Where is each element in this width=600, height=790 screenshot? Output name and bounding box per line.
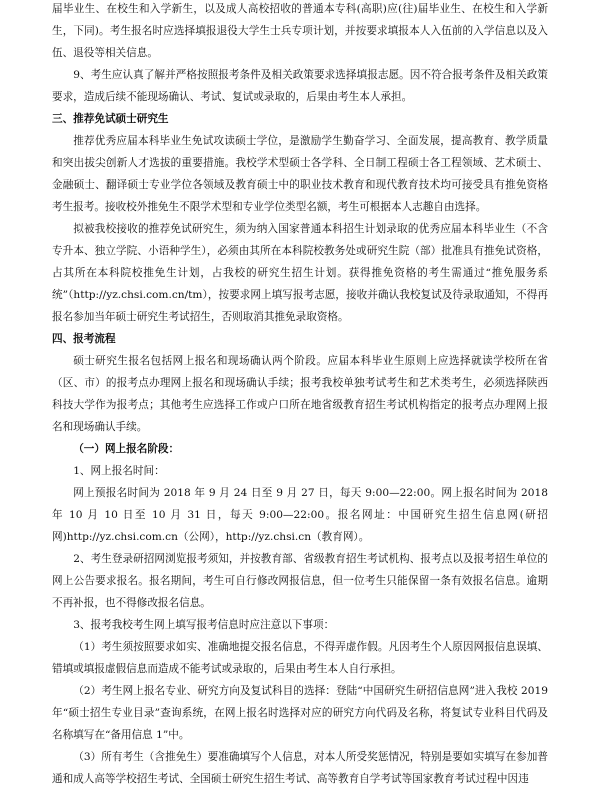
paragraph-item-1: 1、网上报名时间： — [73, 465, 165, 477]
paragraph-recommend-2: 拟被我校接收的推荐免试研究生，须为纳入国家普通本科招生计划录取的优秀应届本科毕业生（不含专升本、独立学院、小语种学生），必须由其所在本科院校教务处或研究生院（部）批准具有推免试资格，占其所在本科院校推免生计划，占我校的研究生招生计划。获得推免资格的考生需通过“推免服务系统”（http://yz.chsi.com.cn/tm），按要求网上填写报考志愿，接收并确认我校复试及待录取通知，不得再报名参加当年硕士研究生考试招生，否则取消其推免录取资格。 — [52, 223, 548, 323]
paragraph-top-continuation: 届毕业生、在校生和入学新生，以及成人高校招收的普通本专科(高职)应(往)届毕业生、在校生和入学新生，下同)。考生报名时应选择填报退役大学生士兵专项计划，并按要求填报本人入伍前的入学信息以及入伍、退役等相关信息。 — [52, 3, 548, 59]
paragraph-registration-flow: 硕士研究生报名包括网上报名和现场确认两个阶段。应届本科毕业生原则上应选择就读学校所在省（区、市）的报考点办理网上报名和现场确认手续；报考我校单独考试考生和艺术类考生，必须选择陕西科技大学作为报考点；其他考生应选择工作或户口所在地省级教育招生考试机构指定的报考点办理网上报名和现场确认手续。 — [52, 355, 548, 433]
paragraph-item-3-3: （3）所有考生（含推免生）要准确填写个人信息，对本人所受奖惩情况，特别是要如实填写在参加普通和成人高等学校招生考试、全国硕士研究生招生考试、高等教育自学考试等国家教育考试过程中因违 — [52, 751, 548, 785]
paragraph-item-2: 2、考生登录研招网浏览报考须知，并按教育部、省级教育招生考试机构、报考点以及报考招生单位的网上公告要求报名。报名期间，考生可自行修改网报信息，但一位考生只能保留一条有效报名信息。逾期不再补报，也不得修改报名信息。 — [52, 553, 548, 609]
paragraph-item-9: 9、考生应认真了解并严格按照报考条件及相关政策要求选择填报志愿。因不符合报考条件及相关政策要求，造成后续不能现场确认、考试、复试或录取的，后果由考生本人承担。 — [52, 69, 548, 103]
section-heading-3: 三、推荐免试硕士研究生 — [52, 113, 169, 125]
paragraph-recommend-1: 推荐优秀应届本科毕业生免试攻读硕士学位，是激励学生勤奋学习、全面发展，提高教育、教学质量和突出拔尖创新人才选拔的重要措施。我校学术型硕士各学科、全日制工程硕士各工程领域、艺术硕士、金融硕士、翻译硕士专业学位各领域及教育硕士中的职业技术教育和现代教育技术均可接受具有推免资格考生报考。接收校外推免生不限学术型和专业学位类型名额，考生可根据本人志趣自由选择。 — [52, 135, 548, 213]
subsection-heading-online: （一）网上报名阶段： — [73, 443, 180, 455]
paragraph-item-3-2: （2）考生网上报名专业、研究方向及复试科目的选择：登陆“中国研究生研招信息网”进入我校 2019 年“硕士招生专业目录”查询系统，在网上报名时选择对应的研究方向代码及名称，将复试专业科目代码及名称填写在“备用信息 1”中。 — [52, 685, 548, 741]
paragraph-registration-time: 网上预报名时间为 2018 年 9 月 24 日至 9 月 27 日，每天 9:00—22:00。网上报名时间为 2018 年 10 月 10 日至 10 月 31 日，每天 9:00—22:00。报名网址：中国研究生招生信息网(研招网)http://yz.chsi.com.cn（公网），http://yz.chsi.cn（教育网）。 — [52, 487, 548, 543]
paragraph-item-3-1: （1）考生须按照要求如实、准确地提交报名信息，不得弄虚作假。凡因考生个人原因网报信息误填、错填或填报虚假信息而造成不能考试或录取的，后果由考生本人自行承担。 — [52, 641, 548, 675]
section-heading-4: 四、报考流程 — [52, 333, 116, 345]
paragraph-item-3: 3、报考我校考生网上填写报考信息时应注意以下事项： — [73, 619, 335, 631]
